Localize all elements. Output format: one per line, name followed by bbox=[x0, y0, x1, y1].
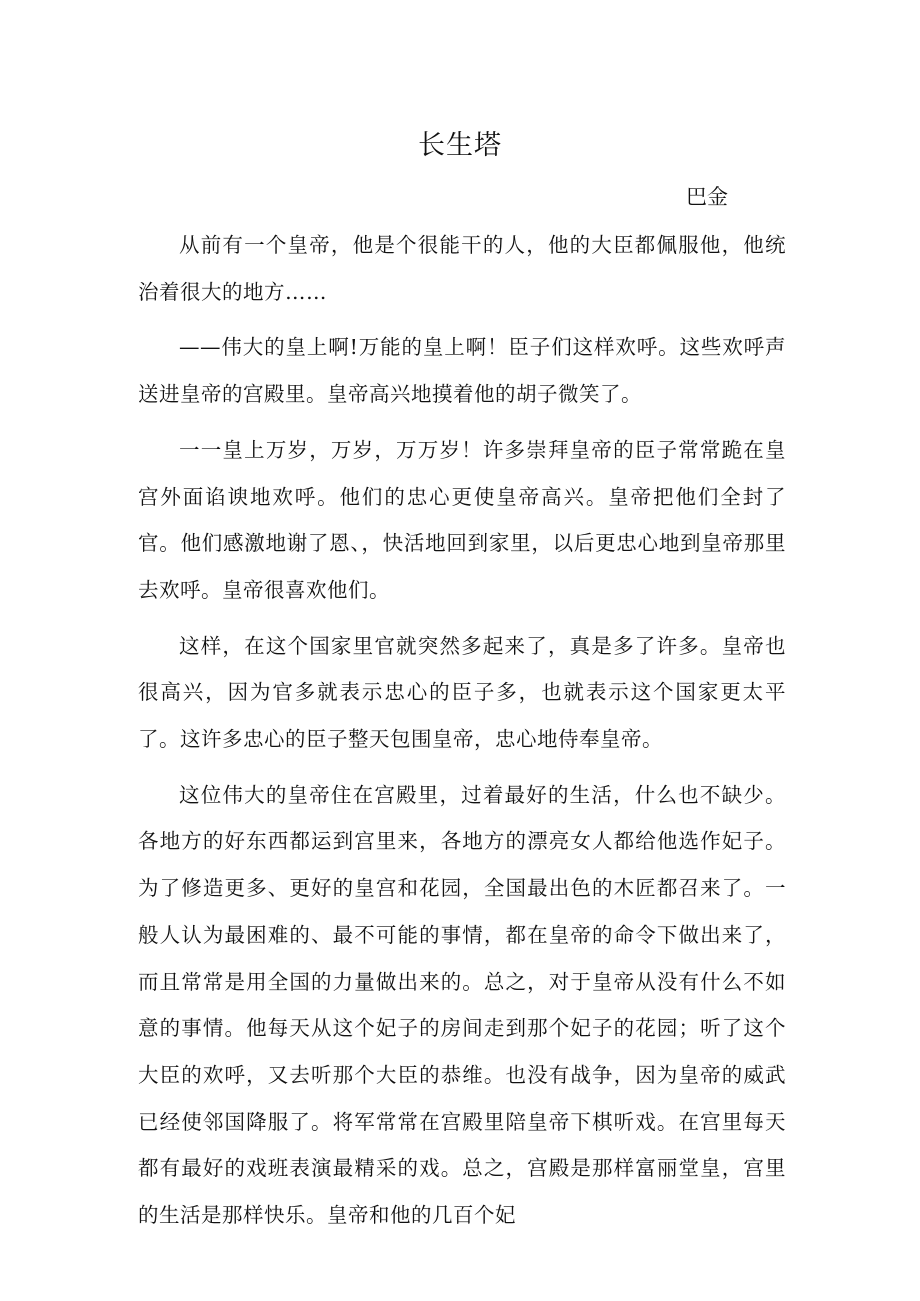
document-title: 长生塔 bbox=[418, 130, 502, 161]
paragraph-2: ——伟大的皇上啊!万能的皇上啊！臣子们这样欢呼。这些欢呼声送进皇帝的宫殿里。皇帝高兴地摸着他的胡子微笑了。 bbox=[138, 335, 786, 407]
paragraph-3: 一一皇上万岁，万岁，万万岁！许多崇拜皇帝的臣子常常跪在皇宫外面谄谀地欢呼。他们的忠心更使皇帝高兴。皇帝把他们全封了官。他们感激地谢了恩、，快活地回到家里，以后更忠心地到皇帝那里去欢呼。皇帝很喜欢他们。 bbox=[138, 437, 786, 602]
paragraph-1: 从前有一个皇帝，他是个很能干的人，他的大臣都佩服他，他统治着很大的地方…… bbox=[138, 233, 786, 304]
paragraph-5: 这位伟大的皇帝住在宫殿里，过着最好的生活，什么也不缺少。各地方的好东西都运到宫里来，各地方的漂亮女人都给他选作妃子。为了修造更多、更好的皇宫和花园，全国最出色的木匠都召来了。一般人认为最困难的、最不可能的事情，都在皇帝的命令下做出来了，而且常常是用全国的力量做出来的。总之，对于皇帝从没有什么不如意的事情。他每天从这个妃子的房间走到那个妃子的花园；听了这个大臣的欢呼，又去听那个大臣的恭维。也没有战争，因为皇帝的威武已经使邻国降服了。将军常常在宫殿里陪皇帝下棋听戏。在宫里每天都有最好的戏班表演最精采的戏。总之，宫殿是那样富丽堂皇，宫里的生活是那样快乐。皇帝和他的几百个妃 bbox=[138, 782, 786, 1228]
paragraph-4: 这样，在这个国家里官就突然多起来了，真是多了许多。皇帝也很高兴，因为官多就表示忠心的臣子多，也就表示这个国家更太平了。这许多忠心的臣子整天包围皇帝，忠心地侍奉皇帝。 bbox=[138, 633, 786, 752]
document-author: 巴金 bbox=[686, 185, 728, 209]
document-body bbox=[138, 222, 786, 1248]
